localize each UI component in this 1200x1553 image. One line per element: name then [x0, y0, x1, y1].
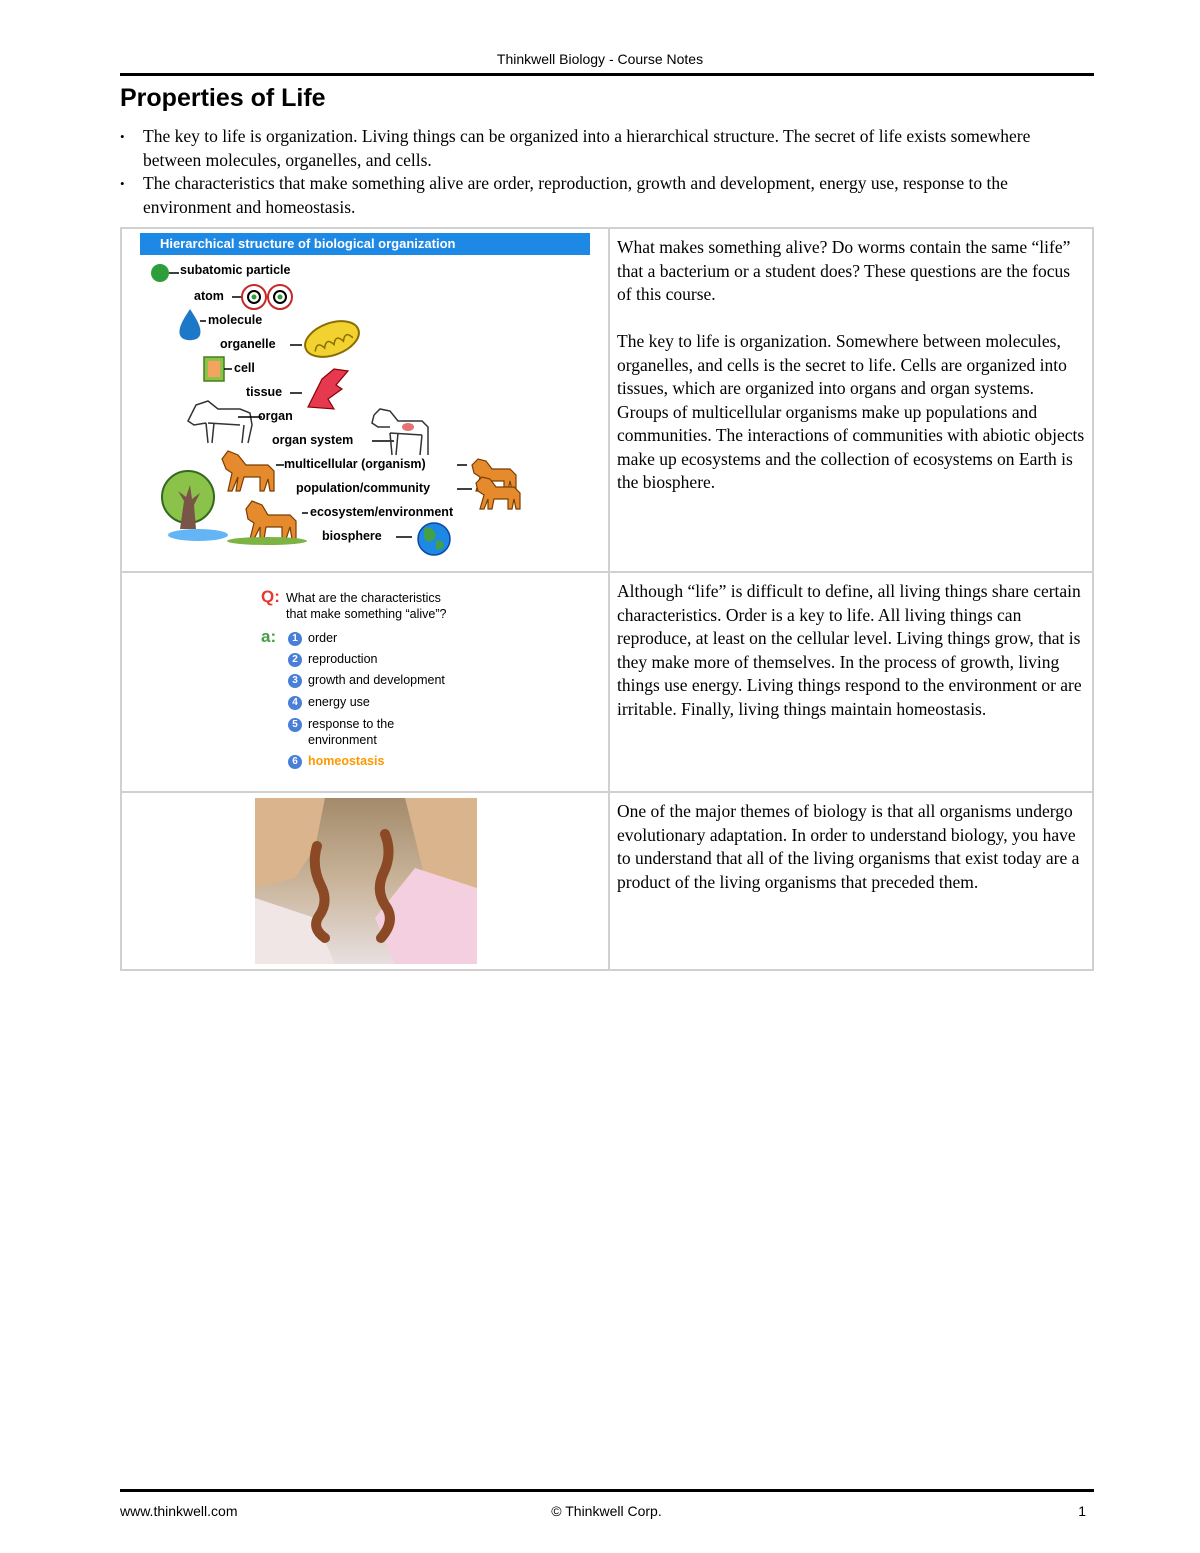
level-label: multicellular (organism)	[284, 457, 426, 471]
answer-text: energy use	[308, 695, 370, 709]
answer-text: reproduction	[308, 652, 378, 666]
notes-row	[121, 572, 1093, 792]
a-mark: a:	[261, 627, 277, 646]
level-label: subatomic particle	[180, 263, 291, 277]
water-drop-icon	[179, 309, 200, 340]
particle-icon	[151, 264, 169, 282]
globe-icon	[418, 523, 450, 555]
number-badge: 2	[288, 653, 302, 667]
footer-url: www.thinkwell.com	[120, 1503, 238, 1519]
row-notes	[609, 792, 1093, 970]
row-notes	[609, 228, 1093, 572]
note-paragraph: What makes something alive? Do worms contain the same “life” that a bacterium or a student does? These questions are the focus of this course.	[617, 237, 1071, 304]
page-title: Properties of Life	[120, 84, 326, 112]
note-paragraph: The key to life is organization. Somewhere between molecules, organelles, and cells is the secret to life. Cells are organized into tissues, which are organized into organs and organ systems. Groups of multicellular organisms make up populations and communities. The interactions of communities with abiotic objects make up ecosystems and the collection of ecosystems on Earth is the biosphere.	[617, 331, 1085, 492]
worms-photo	[255, 798, 477, 964]
pond-icon	[168, 529, 228, 541]
answer-item	[288, 754, 384, 769]
horse-ecosystem-icon	[246, 501, 296, 539]
hierarchy-figure-cell	[121, 228, 609, 572]
number-badge: 3	[288, 674, 302, 688]
page-number: 1	[1078, 1503, 1086, 1519]
notes-row	[121, 792, 1093, 970]
level-label: organ	[258, 409, 293, 423]
footer-copyright: © Thinkwell Corp.	[551, 1503, 662, 1519]
level-label: molecule	[208, 313, 263, 327]
row-notes	[609, 572, 1093, 792]
worms-photo-cell	[121, 792, 609, 970]
summary-bullets	[120, 125, 1090, 219]
hierarchy-figure	[122, 229, 608, 573]
question-line: that make something “alive”?	[286, 607, 447, 621]
notes-table	[120, 227, 1094, 971]
answer-text-highlight: homeostasis	[308, 754, 385, 768]
bullet-item: • The key to life is organization. Living things can be organized into a hierarchical structure. The secret of life exists somewhere between molecules, organelles, and cells.	[120, 125, 1090, 172]
answer-item	[288, 717, 394, 732]
level-label: population/community	[296, 481, 431, 495]
horse-system-icon	[372, 409, 428, 455]
hierarchy-banner: Hierarchical structure of biological organization	[140, 233, 590, 255]
tissue-icon	[308, 369, 348, 409]
number-badge: 6	[288, 755, 302, 769]
bullet-item: • The characteristics that make something alive are order, reproduction, growth and development, energy use, response to the environment and homeostasis.	[120, 172, 1090, 219]
level-label: cell	[234, 361, 255, 375]
level-label: ecosystem/environment	[310, 505, 454, 519]
answer-text: order	[308, 631, 338, 645]
answer-item	[288, 652, 378, 667]
answer-item	[288, 673, 445, 688]
footer-rule	[120, 1489, 1094, 1492]
level-label: organelle	[220, 337, 276, 351]
running-header: Thinkwell Biology - Course Notes	[496, 51, 704, 67]
mitochondrion-icon	[300, 314, 364, 363]
answer-item	[288, 695, 370, 710]
header-rule	[120, 73, 1094, 76]
level-label: organ system	[272, 433, 354, 447]
answer-text: growth and development	[308, 673, 445, 687]
q-mark: Q:	[261, 587, 280, 606]
answer-text: environment	[308, 733, 377, 747]
horse-organ-icon	[188, 401, 252, 443]
note-paragraph: Although “life” is difficult to define, all living things share certain characteristics. Order is a key to life. All living things can reproduce, at least on the cellular level. Living things grow, that is they make more of themselves. In the process of growth, living things use energy. Living things respond to the environment or are irritable. Finally, living things maintain homeostasis.	[617, 581, 1082, 719]
answer-item	[288, 631, 337, 646]
tree-icon	[162, 471, 214, 529]
level-label: biosphere	[322, 529, 382, 543]
notes-row	[121, 228, 1093, 572]
note-paragraph: One of the major themes of biology is that all organisms undergo evolutionary adaptation. In order to understand biology, you have to understand that all of the living organisms that exist today are a product of the living organisms that preceded them.	[617, 801, 1080, 892]
level-label: tissue	[246, 385, 283, 399]
horse-multicellular-icon	[222, 451, 274, 491]
question-line: What are the characteristics	[286, 591, 441, 605]
answer-text: response to the	[308, 717, 395, 731]
number-badge: 4	[288, 696, 302, 710]
number-badge: 1	[288, 632, 302, 646]
number-badge: 5	[288, 718, 302, 732]
cell-icon	[204, 357, 224, 381]
atom-icon	[242, 285, 292, 309]
characteristics-figure-cell	[121, 572, 609, 792]
level-label: atom	[194, 289, 224, 303]
